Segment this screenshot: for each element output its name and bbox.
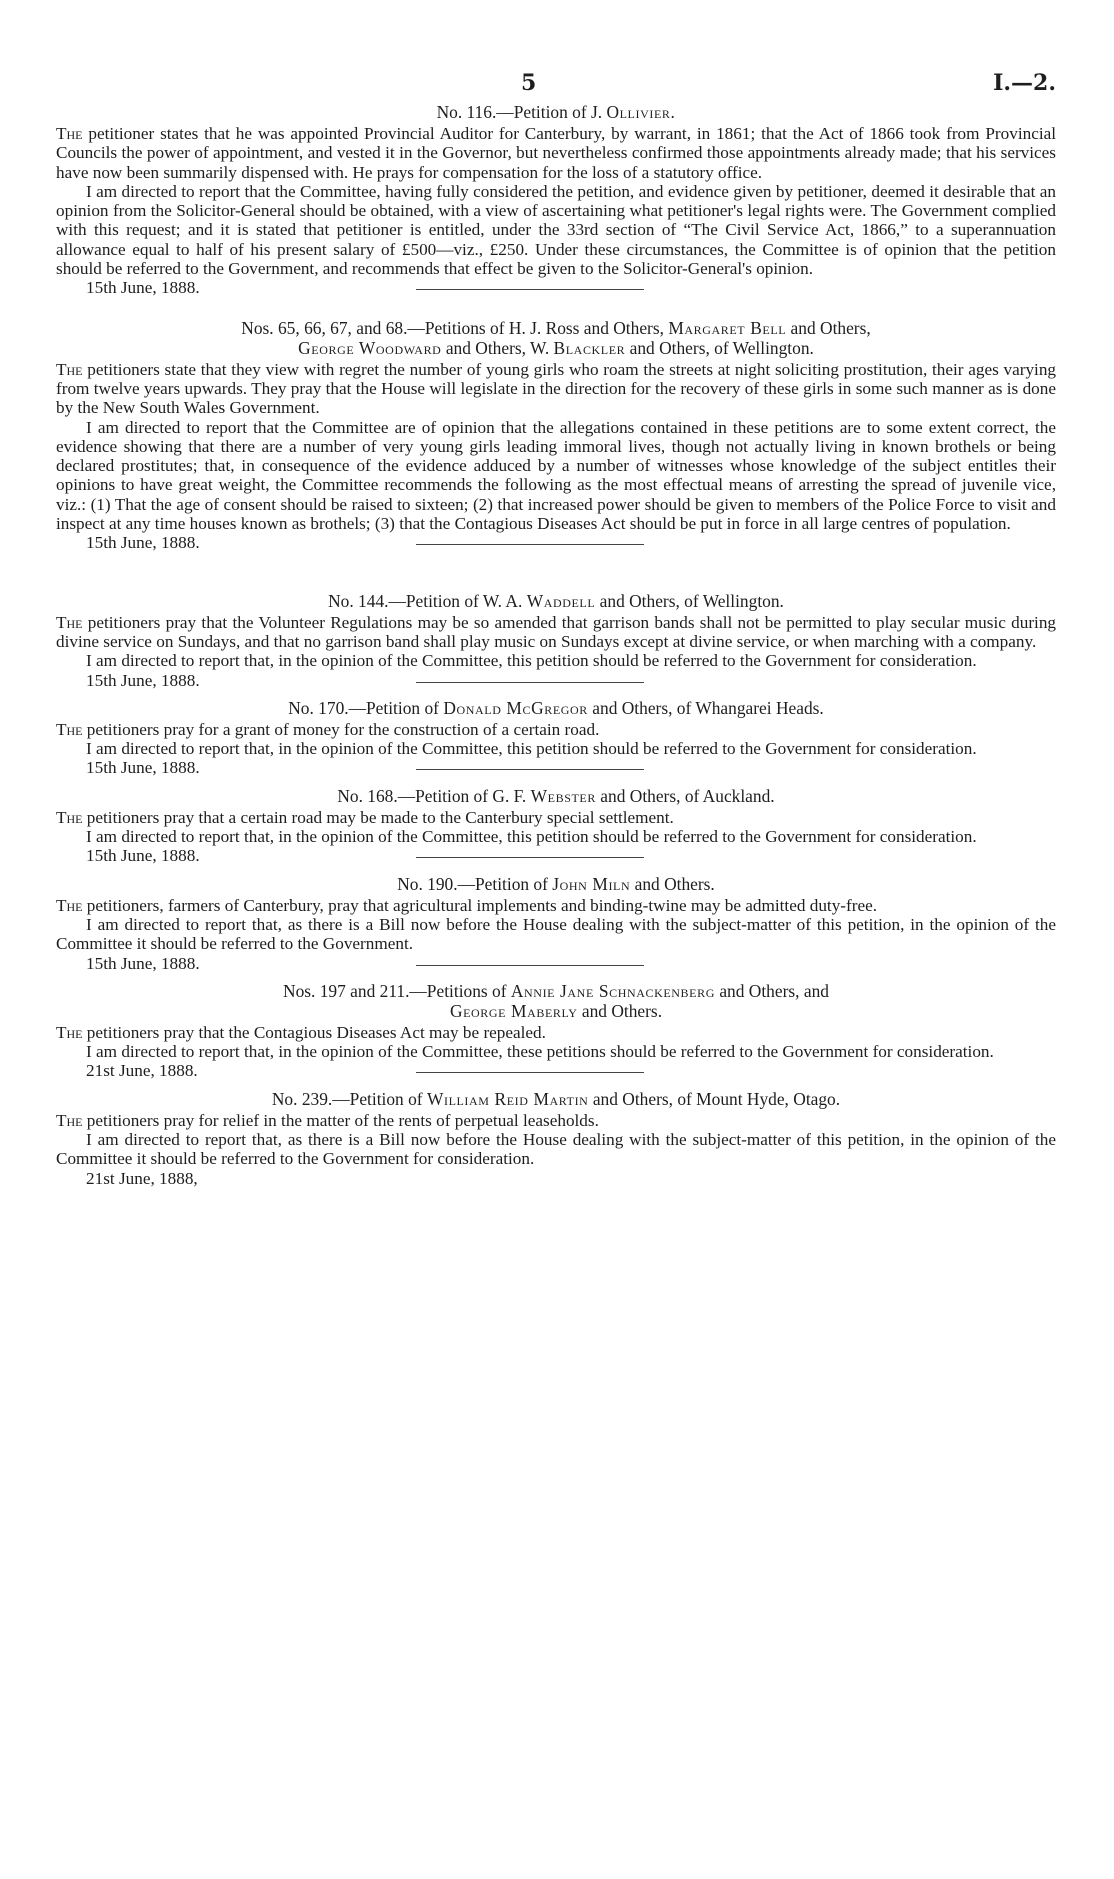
committee-report: I am directed to report that, in the opinion of the Committee, this petition should be referred to the Government for consideration.	[86, 739, 977, 759]
committee-report: I am directed to report that, as there is a Bill now before the House dealing with the subject-matter of this petition, in the opinion of the Committee it should be referred to the Government for consideration.	[56, 1129, 1056, 1169]
petition-summary: The petitioners pray that the Contagious Diseases Act may be repealed.	[56, 1022, 546, 1042]
petition-title: Nos. 197 and 211.—Petitions of Annie Jane Schnackenberg and Others, and George Maberly and Others.	[283, 980, 829, 1021]
petitioner-name: Donald McGregor	[443, 697, 588, 718]
petition-summary: The petitioners state that they view with regret the number of young girls who roam the streets at night soliciting prostitution, their ages varying from twelve years upwards. They pray that the House will legislate in the direction for the recovery of these girls in some such manner as is done by the New South Wales Government.	[56, 359, 1057, 418]
petition-168	[56, 786, 1056, 866]
section-divider	[416, 682, 644, 683]
report-date: 15th June, 1888.	[86, 758, 1056, 777]
section-divider	[416, 1072, 644, 1073]
petitioner-name: Waddell	[526, 590, 596, 611]
page-number: 5	[521, 70, 537, 96]
petition-144	[56, 591, 1056, 690]
report-date: 15th June, 1888.	[86, 278, 1056, 297]
petition-summary: The petitioners pray for relief in the matter of the rents of perpetual leaseholds.	[56, 1110, 599, 1130]
petition-title: No. 116.—Petition of J. Ollivier.	[436, 102, 676, 122]
petition-summary: The petitioner states that he was appointed Provincial Auditor for Canterbury, by warrant, in 1861; that the Act of 1866 took from Provincial Councils the power of appointment, and vested it in the Governor, but nevertheless confirmed those appointments already made; that his services have now been summarily dispensed with. He prays for compensation for the loss of a statutory office.	[56, 124, 1057, 182]
section-divider	[416, 769, 644, 770]
petition-title: No. 190.—Petition of John Miln and Others.	[397, 873, 715, 894]
petition-title: No. 239.—Petition of William Reid Martin and Others, of Mount Hyde, Otago.	[271, 1088, 841, 1109]
document-page	[56, 70, 1056, 1188]
petitioner-name: Margaret Bell	[668, 317, 787, 338]
page-header	[56, 70, 1056, 102]
petition-title: No. 168.—Petition of G. F. Webster and Others, of Auckland.	[337, 785, 775, 806]
petitioner-name: Annie Jane Schnackenberg	[510, 980, 715, 1001]
petition-summary: The petitioners pray that a certain road may be made to the Canterbury special settlement.	[56, 807, 674, 827]
committee-report: I am directed to report that the Committee, having fully considered the petition, and evidence given by petitioner, deemed it desirable that an opinion from the Solicitor-General should be obtained, with a view of ascertaining what petitioner's legal rights were. The Government complied with this request; and it is stated that petitioner is entitled, under the 33rd section of “The Civil Service Act, 1866,” to a superannuation allowance equal to half of his present salary of £500—viz., £250. Under these circumstances, the Committee is of opinion that the petition should be referred to the Government, and recommends that effect be given to the Solicitor-General's opinion.	[56, 181, 1056, 279]
petition-summary: The petitioners pray for a grant of money for the construction of a certain road.	[56, 719, 600, 739]
petitioner-name: George Maberly	[449, 1000, 578, 1021]
report-date: 21st June, 1888,	[86, 1168, 198, 1188]
section-divider	[416, 965, 644, 966]
paper-reference: I.—2.	[993, 70, 1056, 96]
petition-116	[56, 102, 1056, 298]
petitioner-name: Webster	[530, 785, 596, 806]
committee-report: I am directed to report that the Committee are of opinion that the allegations contained in these petitions are to some extent correct, the evidence showing that there are a number of very young girls leading immoral lives, though not actually living in known brothels or being declared prostitutes; that, in consequence of the evidence adduced by a number of witnesses whose knowledge of the subject entitles their opinions to have great weight, the Committee recommends the following as the most effectual means of arresting the spread of juvenile vice, viz.: (1) That the age of consent should be raised to sixteen; (2) that increased power should be given to members of the Police Force to visit and inspect at any time houses known as brothels; (3) that the Contagious Diseases Act should be put in force in all large centres of population.	[56, 417, 1056, 534]
petition-summary: The petitioners pray that the Volunteer Regulations may be so amended that garrison bands shall not be permitted to play secular music during divine service on Sundays, and that no garrison band shall play music on Sundays except at divine service, or when marching with a company.	[56, 612, 1057, 651]
petitioner-name: William Reid Martin	[426, 1088, 589, 1109]
petitioner-name: Blackler	[553, 337, 626, 358]
report-date: 21st June, 1888.	[86, 1061, 1056, 1080]
petitioner-name: Ollivier.	[606, 102, 676, 122]
petition-65-68	[56, 318, 1056, 553]
report-date: 15th June, 1888.	[86, 671, 1056, 690]
committee-report: I am directed to report that, in the opinion of the Committee, this petition should be referred to the Government for consideration.	[86, 651, 977, 671]
committee-report: I am directed to report that, in the opinion of the Committee, this petition should be referred to the Government for consideration.	[86, 827, 977, 847]
petitioner-name: John Miln	[552, 873, 631, 894]
petition-170	[56, 698, 1056, 778]
petition-239	[56, 1089, 1056, 1188]
petition-summary: The petitioners, farmers of Canterbury, pray that agricultural implements and binding-twine may be admitted duty-free.	[56, 895, 878, 915]
petition-197-211	[56, 981, 1056, 1081]
section-divider	[416, 544, 644, 545]
petition-190	[56, 874, 1056, 973]
report-date: 15th June, 1888.	[86, 846, 1056, 865]
report-date: 15th June, 1888.	[86, 954, 1056, 973]
committee-report: I am directed to report that, as there is a Bill now before the House dealing with the subject-matter of this petition, in the opinion of the Committee it should be referred to the Government.	[56, 914, 1056, 954]
petitioner-name: George Woodward	[298, 337, 442, 358]
committee-report: I am directed to report that, in the opinion of the Committee, these petitions should be referred to the Government for consideration.	[86, 1042, 994, 1062]
petition-title: Nos. 65, 66, 67, and 68.—Petitions of H. J. Ross and Others, Margaret Bell and Others, George Woodward and Others, W. Blackler and Others, of Wellington.	[241, 317, 871, 358]
section-divider	[416, 857, 644, 858]
report-date: 15th June, 1888.	[86, 533, 1056, 552]
petition-title: No. 170.—Petition of Donald McGregor and Others, of Whangarei Heads.	[288, 697, 824, 718]
section-divider	[416, 289, 644, 290]
petition-title: No. 144.—Petition of W. A. Waddell and Others, of Wellington.	[328, 590, 784, 611]
